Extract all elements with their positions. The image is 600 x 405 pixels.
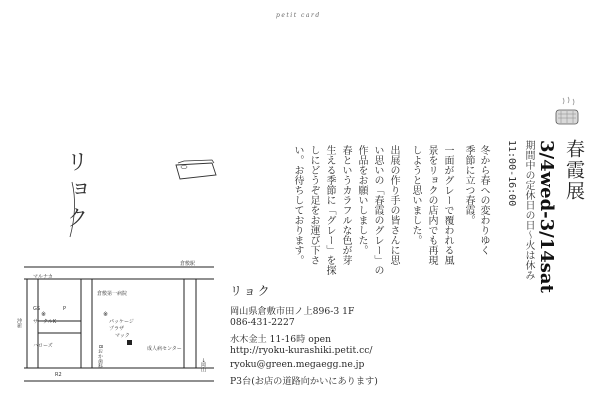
exhibition-hours: 11:00-16:00 (506, 140, 517, 207)
map-station: 倉敷駅 (180, 261, 196, 267)
map-marunaka: マルナカ (33, 274, 53, 280)
shop-url[interactable]: http://ryoku-kurashiki.petit.cc/ (230, 345, 373, 356)
map-adult-center: 成人病センター (147, 346, 182, 352)
svg-text:※: ※ (103, 311, 109, 318)
map-harrods: ハローズ (33, 343, 53, 349)
description-line-2: 季節に立つ春霞。 (463, 145, 474, 225)
description-line-9: 春というカラフルな色が芽 (340, 145, 351, 265)
description-line-4: 景をリョクの店内でも再現 (426, 145, 437, 265)
map-r2: R2 (55, 372, 62, 378)
map-dentist: Bおか歯科 (97, 345, 103, 369)
shop-name: リョク (230, 284, 272, 298)
shop-hours: 水木金土 11-16時 open (230, 334, 332, 345)
shop-phone: 086-431-2227 (230, 317, 295, 328)
map-okayama: →岡山 (200, 358, 206, 373)
map-circle-k: サークルK (33, 319, 57, 325)
map-parking: P (63, 306, 67, 312)
holiday-note: 期間中の定休日の日～火は休み (523, 140, 534, 280)
exhibition-dates: 3/4wed-3/14sat (536, 140, 557, 293)
map-plaza: プラザ (109, 326, 125, 332)
svg-text:※: ※ (41, 311, 47, 318)
description-line-12: い。お待ちしております。 (292, 145, 303, 265)
map-okisuke: 沖新 (16, 318, 22, 328)
description-line-10: 生える季節に「グレー」を探 (324, 145, 335, 275)
description-line-6: 出展の作り手の皆さんに思 (388, 145, 399, 265)
map-mac: マック (115, 333, 130, 339)
map-gs: GS (33, 306, 41, 312)
shop-address: 岡山県倉敷市田ノ上896-3 1F (230, 306, 355, 317)
description-line-7: い思いの「春霞のグレー」の (372, 145, 383, 275)
shop-name-vertical: リョク (63, 150, 88, 234)
map-package: パッケージ (109, 319, 134, 325)
exhibition-title: 春霞展 (563, 139, 585, 202)
description-line-1: 冬から春への変わりゆく (478, 145, 489, 255)
shop-email[interactable]: ryoku@green.megaegg.ne.jp (230, 359, 365, 370)
description-line-5: しようと思いました。 (410, 145, 421, 245)
description-line-8: 作品をお願いしました。 (356, 145, 367, 255)
map-hospital: 倉敷第一病院 (97, 291, 128, 297)
description-line-3: 一面がグレーで覆われる風 (442, 145, 453, 265)
description-line-11: しにどうぞ足をお運び下さ (308, 145, 319, 265)
petit-card-label: petit card (276, 12, 321, 19)
shop-parking: P3台(お店の道路向かいにあります) (230, 376, 378, 387)
